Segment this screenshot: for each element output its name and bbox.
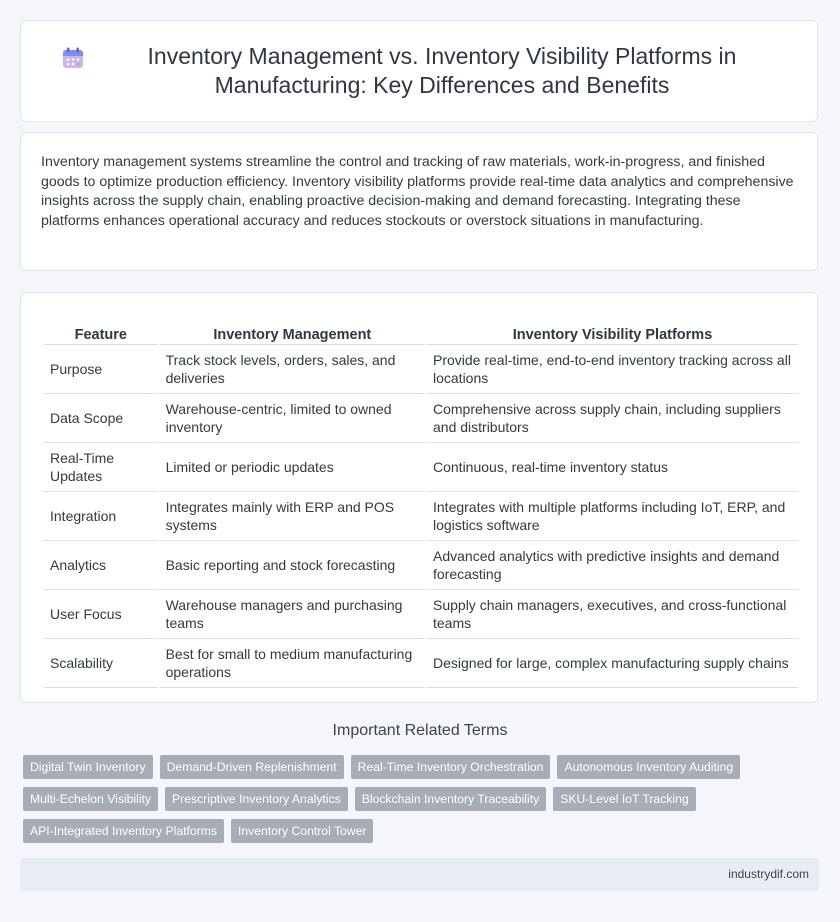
cell-feature: Scalability	[44, 639, 158, 688]
footer-site-link[interactable]: industrydif.com	[728, 867, 809, 881]
header-inventory-visibility: Inventory Visibility Platforms	[427, 309, 798, 345]
cell-inventory-visibility: Continuous, real-time inventory status	[427, 443, 798, 492]
related-terms-tags	[23, 755, 803, 843]
cell-feature: Integration	[44, 492, 158, 541]
related-term-tag[interactable]: Prescriptive Inventory Analytics	[165, 787, 348, 811]
related-term-tag[interactable]: API-Integrated Inventory Platforms	[23, 819, 224, 843]
cell-inventory-visibility: Comprehensive across supply chain, including suppliers and distributors	[427, 394, 798, 443]
footer-bar	[20, 858, 819, 891]
related-term-tag[interactable]: Inventory Control Tower	[231, 819, 373, 843]
table-row	[44, 394, 798, 443]
table-row	[44, 345, 798, 394]
table-header-row	[44, 309, 798, 345]
table-row	[44, 492, 798, 541]
intro-paragraph: Inventory management systems streamline the control and tracking of raw materials, work-in-progress, and finished goods to optimize production efficiency. Inventory visibility platforms provide real-time data analytics and comprehensive insights across the supply chain, enabling proactive decision-making and demand forecasting. Integrating these platforms enhances operational accuracy and reduces stockouts or overstock situations in manufacturing.	[41, 154, 794, 229]
table-row	[44, 541, 798, 590]
related-term-tag[interactable]: Real-Time Inventory Orchestration	[351, 755, 551, 779]
cell-inventory-management: Best for small to medium manufacturing operations	[160, 639, 425, 688]
comparison-table-card	[20, 292, 818, 703]
related-terms-heading: Important Related Terms	[332, 722, 508, 739]
related-term-tag[interactable]: Demand-Driven Replenishment	[160, 755, 344, 779]
cell-feature: User Focus	[44, 590, 158, 639]
cell-inventory-visibility: Provide real-time, end-to-end inventory tracking across all locations	[427, 345, 798, 394]
cell-feature: Data Scope	[44, 394, 158, 443]
cell-inventory-management: Warehouse managers and purchasing teams	[160, 590, 425, 639]
calendar-icon	[61, 46, 85, 70]
table-row	[44, 639, 798, 688]
cell-feature: Analytics	[44, 541, 158, 590]
related-term-tag[interactable]: Autonomous Inventory Auditing	[557, 755, 740, 779]
cell-inventory-management: Basic reporting and stock forecasting	[160, 541, 425, 590]
cell-inventory-management: Track stock levels, orders, sales, and deliveries	[160, 345, 425, 394]
table-row	[44, 443, 798, 492]
cell-inventory-management: Warehouse-centric, limited to owned inventory	[160, 394, 425, 443]
cell-inventory-visibility: Integrates with multiple platforms including IoT, ERP, and logistics software	[427, 492, 798, 541]
page-title: Inventory Management vs. Inventory Visibility Platforms in Manufacturing: Key Differences and Benefits	[147, 43, 737, 98]
related-term-tag[interactable]: Digital Twin Inventory	[23, 755, 153, 779]
cell-inventory-management: Limited or periodic updates	[160, 443, 425, 492]
related-term-tag[interactable]: Multi-Echelon Visibility	[23, 787, 158, 811]
header-feature: Feature	[44, 309, 158, 345]
cell-feature: Purpose	[44, 345, 158, 394]
table-row	[44, 590, 798, 639]
intro-card	[20, 132, 818, 271]
cell-inventory-visibility: Designed for large, complex manufacturing supply chains	[427, 639, 798, 688]
header-inventory-management: Inventory Management	[160, 309, 425, 345]
comparison-table	[42, 309, 800, 688]
cell-inventory-visibility: Supply chain managers, executives, and cross-functional teams	[427, 590, 798, 639]
title-card	[20, 20, 818, 122]
cell-inventory-visibility: Advanced analytics with predictive insights and demand forecasting	[427, 541, 798, 590]
related-term-tag[interactable]: SKU-Level IoT Tracking	[553, 787, 695, 811]
related-term-tag[interactable]: Blockchain Inventory Traceability	[355, 787, 546, 811]
cell-feature: Real-Time Updates	[44, 443, 158, 492]
title-wrap	[21, 42, 817, 100]
cell-inventory-management: Integrates mainly with ERP and POS systems	[160, 492, 425, 541]
